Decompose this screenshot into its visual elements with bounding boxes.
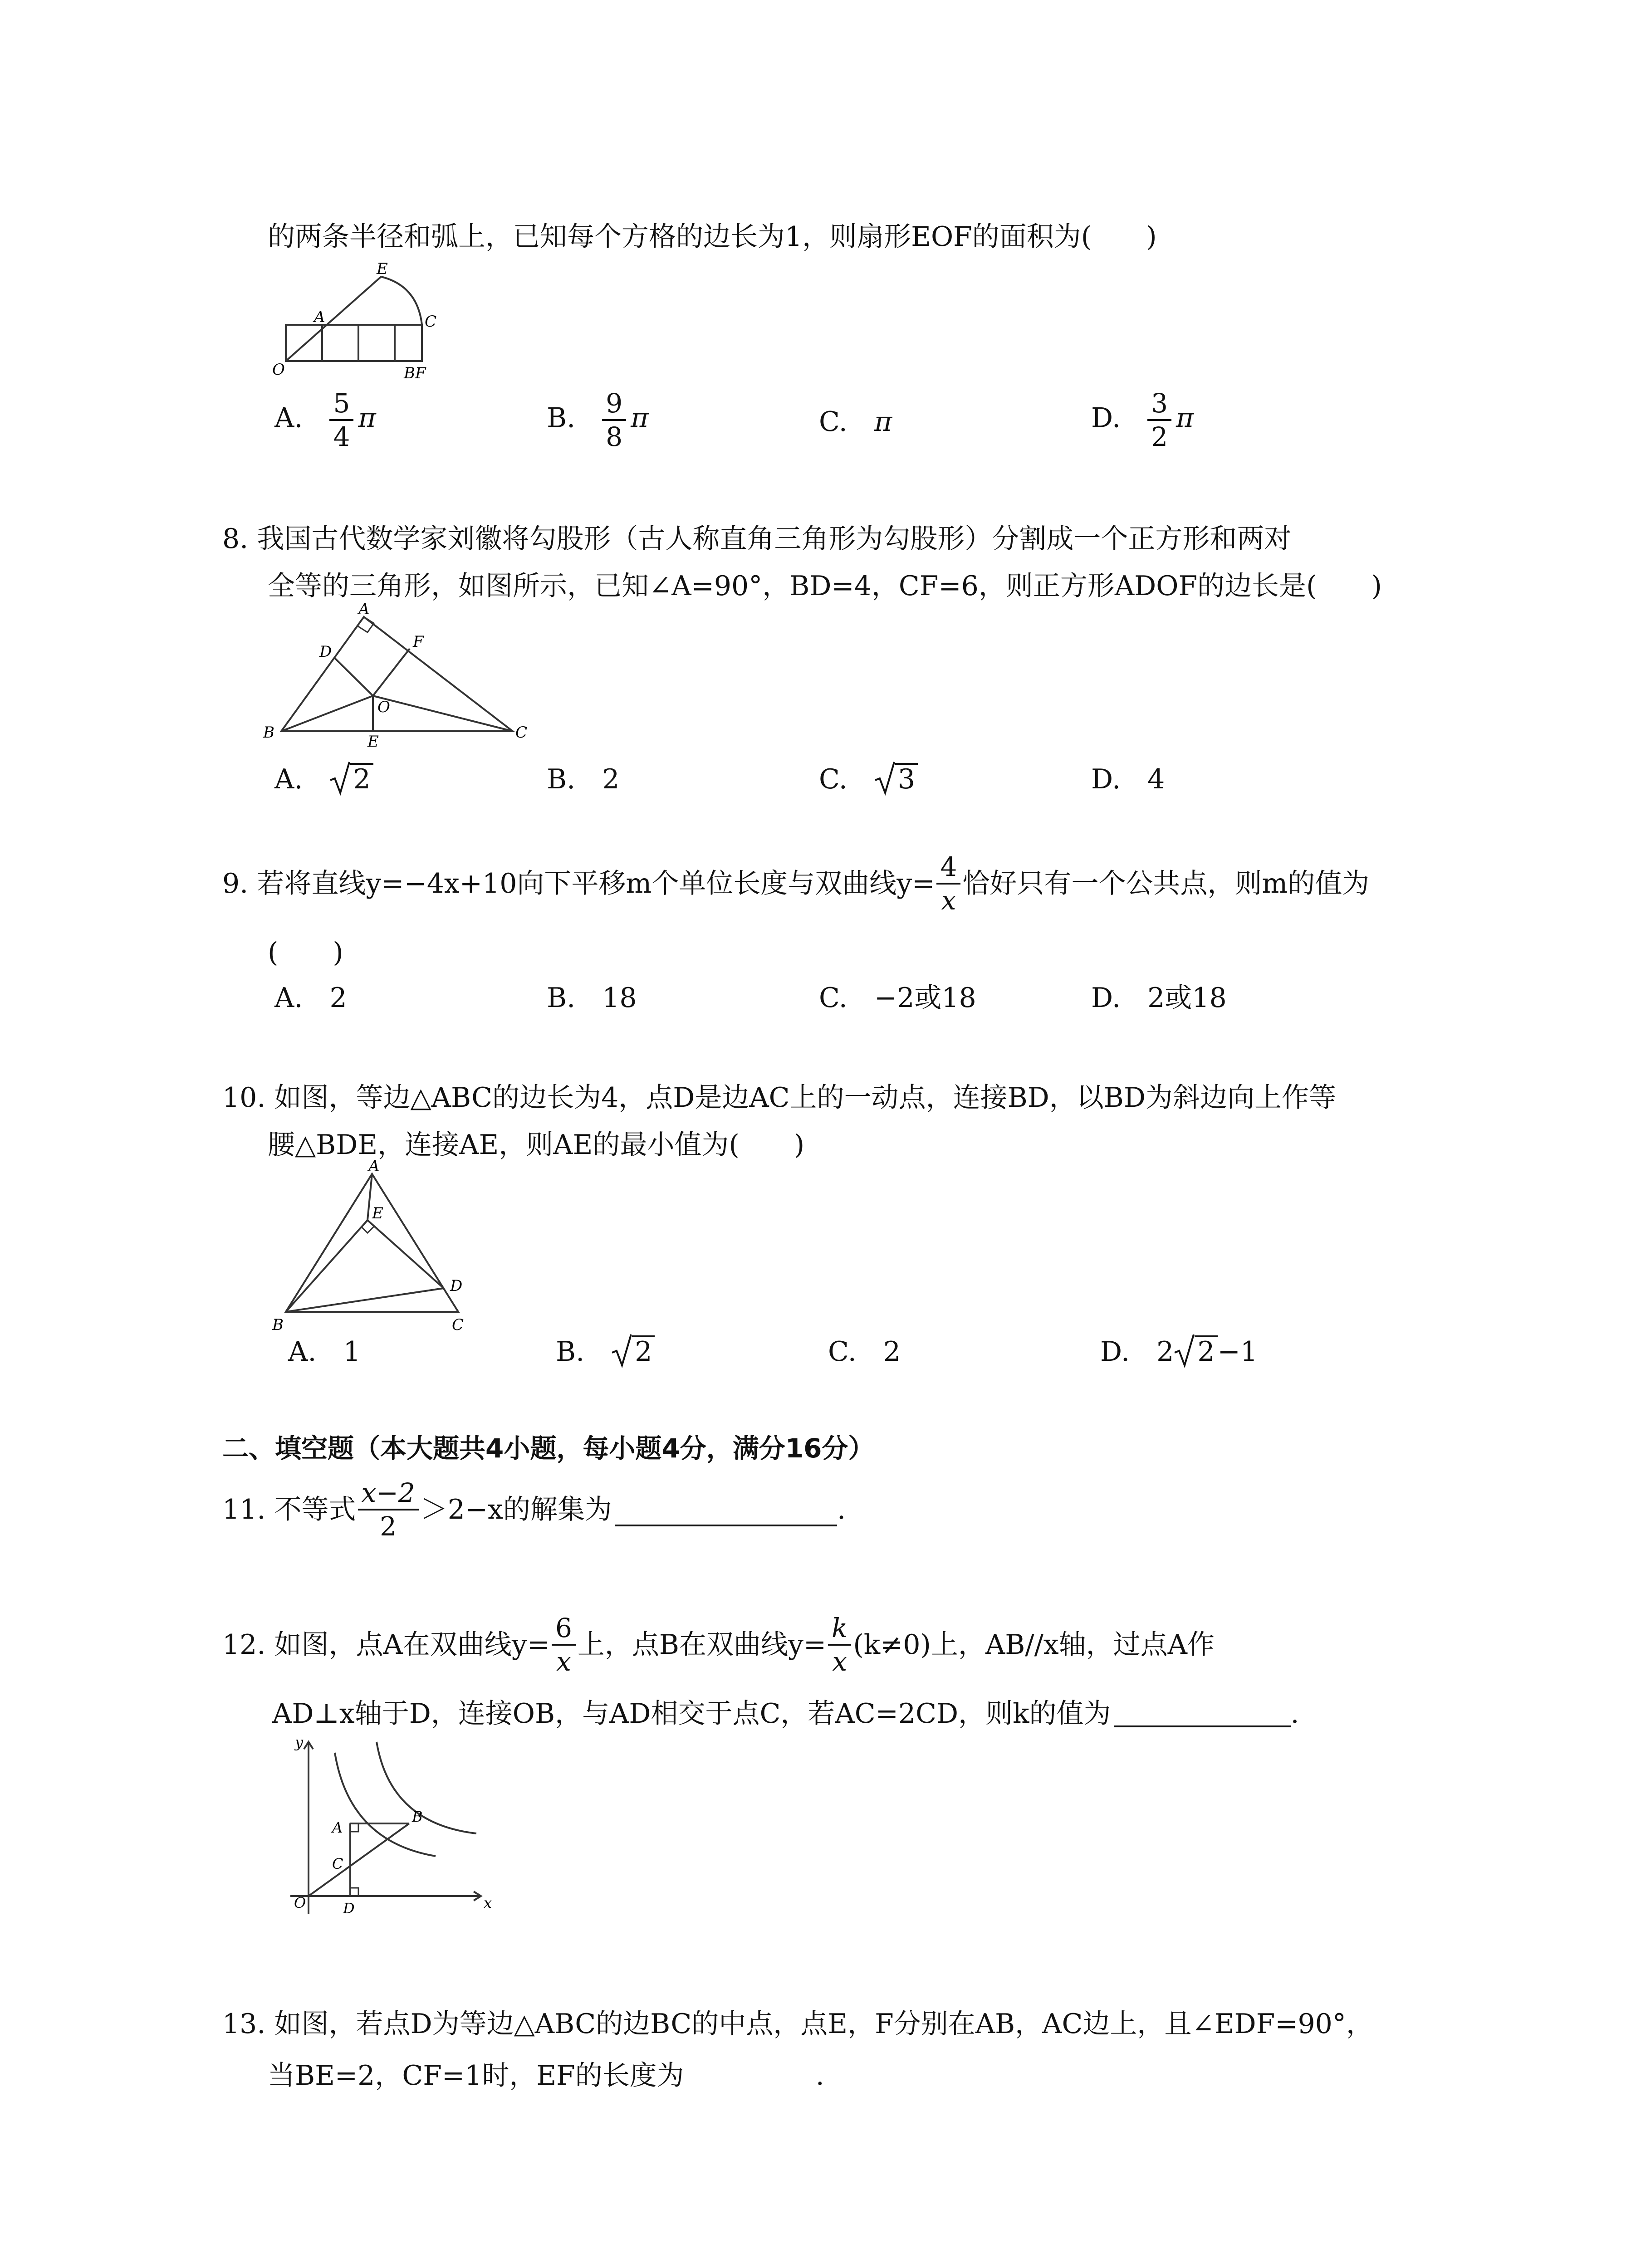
q9-option-c-letter: C. xyxy=(819,982,847,1014)
q10-label-d: D xyxy=(450,1277,463,1295)
q7-option-a-num: 5 xyxy=(329,390,353,421)
q9-post: 恰好只有一个公共点，则m的值为 xyxy=(962,868,1370,899)
q9-pre: 9. 若将直线y=−4x+10向下平移m个单位长度与双曲线y= xyxy=(222,868,935,899)
q7-option-a-pi: π xyxy=(358,402,376,434)
q12-end: . xyxy=(1290,1698,1299,1730)
q7-option-d-den: 2 xyxy=(1151,421,1168,452)
q8-option-a[interactable] xyxy=(274,763,373,793)
q8-option-b-value: 2 xyxy=(602,763,620,795)
q7-option-c[interactable] xyxy=(819,406,892,438)
q10-option-b-radicand: 2 xyxy=(632,1335,655,1365)
q11-end: . xyxy=(837,1494,846,1525)
q7-label-c: C xyxy=(425,313,437,331)
q10-line1: 10. 如图，等边△ABC的边长为4，点D是边AC上的一动点，连接BD，以BD为斜边向上作等 xyxy=(222,1082,1336,1114)
section2-title: 二、填空题（本大题共4小题，每小题4分，满分16分） xyxy=(222,1433,875,1464)
q11-fraction xyxy=(358,1477,419,1542)
q12-fraction1 xyxy=(552,1615,576,1675)
q10-line2: 腰△BDE，连接AE，则AE的最小值为( ) xyxy=(268,1129,805,1161)
q10-figure xyxy=(272,1157,481,1334)
q11-num: x−2 xyxy=(358,1480,419,1510)
q12-label-d: D xyxy=(343,1900,355,1917)
q12-num2: k xyxy=(828,1615,851,1646)
q9-option-d[interactable] xyxy=(1091,984,1227,1012)
q12-line2-text: AD⊥x轴于D，连接OB，与AD相交于点C，若AC=2CD，则k的值为 xyxy=(272,1698,1111,1730)
q12-figure xyxy=(281,1733,517,1932)
q9-option-a-letter: A. xyxy=(274,982,303,1014)
q7-option-b-den: 8 xyxy=(606,421,623,452)
q12-label-a: A xyxy=(332,1819,343,1836)
q10-label-e: E xyxy=(372,1204,383,1222)
q9-line1 xyxy=(222,851,1370,916)
q9-option-d-letter: D. xyxy=(1091,982,1121,1014)
q9-option-c[interactable] xyxy=(819,984,976,1012)
q8-label-d: D xyxy=(319,643,332,661)
q7-option-b-pi: π xyxy=(631,402,649,434)
q8-option-d-value: 4 xyxy=(1147,763,1165,795)
q10-option-a-value: 1 xyxy=(343,1336,361,1368)
q8-option-b-letter: B. xyxy=(547,763,576,795)
q7-option-a-letter: A. xyxy=(274,402,303,434)
q11-den: 2 xyxy=(380,1511,397,1542)
q10-option-d-radicand: 2 xyxy=(1195,1335,1217,1365)
q11-line xyxy=(222,1477,846,1542)
q7-option-b-letter: B. xyxy=(547,402,576,434)
q8-label-e: E xyxy=(367,733,379,751)
q10-option-d-post: −1 xyxy=(1217,1336,1258,1368)
q12-pre: 12. 如图，点A在双曲线y= xyxy=(222,1629,550,1661)
q11-post: ＞2−x的解集为 xyxy=(420,1494,612,1525)
q8-label-o: O xyxy=(377,698,390,716)
q10-option-b-sqrt xyxy=(611,1335,655,1368)
q7-option-d-letter: D. xyxy=(1091,402,1121,434)
q8-option-c[interactable] xyxy=(819,763,918,793)
q9-num: 4 xyxy=(936,854,960,885)
q7-option-d[interactable] xyxy=(1091,390,1194,450)
q10-option-c[interactable] xyxy=(828,1336,901,1368)
q13-answer-blank[interactable] xyxy=(684,2058,816,2085)
q10-option-d-letter: D. xyxy=(1100,1336,1130,1368)
q7-figure xyxy=(272,260,481,395)
q10-option-a-letter: A. xyxy=(288,1336,317,1368)
q8-option-d[interactable] xyxy=(1091,763,1165,795)
q10-option-d[interactable] xyxy=(1100,1335,1258,1368)
q7-label-o: O xyxy=(272,361,285,379)
q13-line2-text: 当BE=2，CF=1时，EF的长度为 xyxy=(268,2060,684,2092)
q7-option-b-num: 9 xyxy=(602,390,626,421)
q12-mid: 上，点B在双曲线y= xyxy=(577,1629,827,1661)
q8-option-b[interactable] xyxy=(547,763,620,795)
q10-option-c-value: 2 xyxy=(883,1336,901,1368)
q9-line2: ( ) xyxy=(268,937,343,968)
q8-option-a-sqrt xyxy=(329,763,373,793)
q10-option-d-coef: 2 xyxy=(1156,1336,1174,1368)
q9-option-b-value: 18 xyxy=(602,982,637,1014)
q9-option-a-value: 2 xyxy=(329,982,347,1014)
q7-option-c-letter: C. xyxy=(819,406,847,438)
q7-option-b-fraction xyxy=(602,390,626,450)
q13-line2 xyxy=(268,2058,824,2092)
q10-option-b[interactable] xyxy=(556,1335,655,1368)
q9-den: x xyxy=(941,885,956,916)
q7-label-e: E xyxy=(377,260,388,278)
q10-label-c: C xyxy=(452,1316,464,1334)
q8-option-c-radicand: 3 xyxy=(895,763,918,793)
q12-label-o: O xyxy=(294,1894,306,1911)
q8-option-c-sqrt xyxy=(874,763,918,793)
q8-line1: 8. 我国古代数学家刘徽将勾股形（古人称直角三角形为勾股形）分割成一个正方形和两对 xyxy=(222,523,1292,555)
q12-answer-blank[interactable] xyxy=(1114,1696,1291,1727)
q7-option-a-fraction xyxy=(329,390,353,450)
q7-option-d-num: 3 xyxy=(1147,390,1171,421)
q9-fraction xyxy=(936,851,960,916)
q7-option-d-fraction xyxy=(1147,390,1171,450)
q10-option-b-letter: B. xyxy=(556,1336,585,1368)
q12-line1 xyxy=(222,1615,1215,1675)
q7-option-c-pi: π xyxy=(874,406,892,438)
q9-option-d-value: 2或18 xyxy=(1147,982,1227,1014)
q8-figure xyxy=(263,600,554,751)
q10-option-d-sqrt xyxy=(1174,1335,1217,1368)
q8-option-c-letter: C. xyxy=(819,763,847,795)
q13-line1: 13. 如图，若点D为等边△ABC的边BC的中点，点E，F分别在AB，AC边上，且∠EDF=90°， xyxy=(222,2008,1373,2040)
q10-option-c-letter: C. xyxy=(828,1336,857,1368)
q12-den1: x xyxy=(556,1646,571,1677)
q12-label-x: x xyxy=(484,1894,492,1911)
q12-den2: x xyxy=(832,1646,847,1677)
q12-line2 xyxy=(272,1696,1299,1730)
q12-label-c: C xyxy=(332,1855,343,1872)
q7-option-d-pi: π xyxy=(1176,402,1194,434)
q8-label-f: F xyxy=(413,633,424,651)
q12-num1: 6 xyxy=(552,1615,576,1646)
q9-option-a[interactable] xyxy=(274,984,347,1012)
q7-option-a-den: 4 xyxy=(333,421,350,452)
q11-answer-blank[interactable] xyxy=(615,1493,837,1526)
q10-option-a[interactable] xyxy=(288,1336,361,1368)
q7-label-a: A xyxy=(314,308,325,326)
q8-line2: 全等的三角形，如图所示，已知∠A=90°，BD=4，CF=6，则正方形ADOF的边长是( ) xyxy=(268,570,1382,602)
q8-label-b: B xyxy=(263,723,274,742)
q10-label-a: A xyxy=(368,1157,380,1175)
q8-label-c: C xyxy=(515,723,528,742)
q7-option-a[interactable] xyxy=(274,390,376,450)
q9-option-b[interactable] xyxy=(547,984,637,1012)
q7-option-b[interactable] xyxy=(547,390,649,450)
q9-option-b-letter: B. xyxy=(547,982,576,1014)
q8-option-d-letter: D. xyxy=(1091,763,1121,795)
q10-label-b: B xyxy=(272,1316,284,1334)
q8-option-a-radicand: 2 xyxy=(350,763,373,793)
q12-fraction2 xyxy=(828,1615,851,1675)
q7-label-bf: BF xyxy=(404,364,426,382)
q12-label-b: B xyxy=(412,1808,423,1825)
q13-end: . xyxy=(815,2060,824,2092)
q8-option-a-letter: A. xyxy=(274,763,303,795)
q12-label-y: y xyxy=(295,1734,304,1751)
q7-text: 的两条半径和弧上，已知每个方格的边长为1，则扇形EOF的面积为( ) xyxy=(268,221,1157,253)
q9-option-c-value: −2或18 xyxy=(874,982,976,1014)
q11-pre: 11. 不等式 xyxy=(222,1494,356,1525)
q12-post: (k≠0)上，AB//x轴，过点A作 xyxy=(853,1629,1215,1661)
q8-label-a: A xyxy=(358,600,370,618)
